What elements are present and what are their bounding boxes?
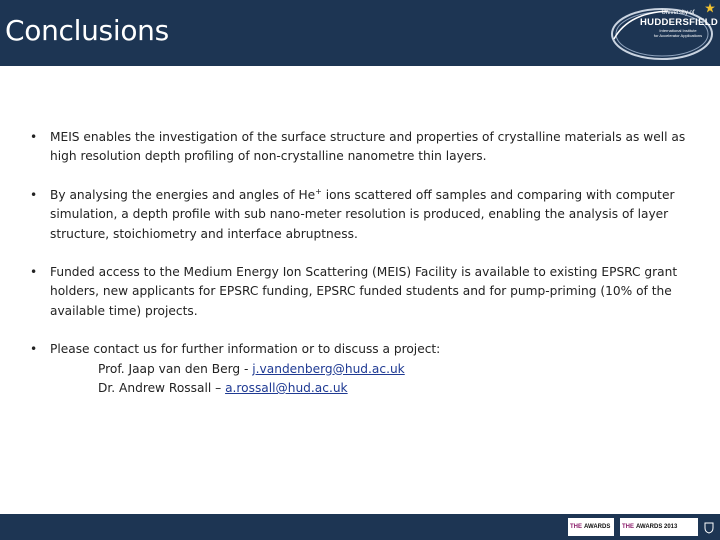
award-logo-2: THE AWARDS 2013 (620, 518, 698, 536)
contact-rossall (50, 379, 690, 398)
bullet-contact (30, 340, 690, 398)
bullet-text: Please contact us for further information or to discuss a project: (50, 342, 441, 357)
email-link-rossall[interactable]: a.rossall@hud.ac.uk (225, 381, 348, 396)
contact-berg (50, 360, 690, 379)
bullet-text: By analysing the energies and angles of He+ ions scattered off samples and comparing with computer simulation, a depth profile with sub nano-meter resolution is produced, enabling the analysis of layer structure, stoichiometry and interface abruptness. (50, 186, 675, 241)
logo-line-university: University of (661, 10, 695, 16)
bullet-dot: • (30, 130, 38, 144)
bullet-dot: • (30, 342, 38, 357)
bullet-funding (30, 263, 690, 321)
logo-line-institute: International Institute (659, 28, 697, 33)
footer-bar (0, 514, 720, 540)
award-logo-1: THE AWARDS (568, 518, 614, 536)
crest-icon (704, 522, 714, 534)
bullet-dot: • (30, 187, 38, 202)
bullet-dot: • (30, 265, 38, 280)
bullet-text: MEIS enables the investigation of the surface structure and properties of crystalline materials as well as high resolution depth profiling of non-crystalline nanometre thin layers. (50, 130, 686, 164)
bullet-meis (30, 128, 690, 167)
superscript-plus: + (315, 186, 322, 196)
bullet-list (30, 128, 690, 398)
email-link-berg[interactable]: j.vandenberg@hud.ac.uk (252, 361, 405, 376)
bullet-text: Funded access to the Medium Energy Ion Scattering (MEIS) Facility is available to existing EPSRC grant holders, new applicants for EPSRC funding, EPSRC funded students and for pump-priming (10% of the available time) projects. (50, 265, 678, 318)
bullet-analysis (30, 186, 690, 244)
header-bar (0, 0, 720, 66)
slide-title: Conclusions (5, 14, 169, 47)
university-logo (608, 3, 719, 63)
logo-line-institute-2: for Accelerator Applications (653, 33, 703, 38)
logo-line-huddersfield: HUDDERSFIELD (640, 17, 719, 28)
contact-name: Prof. Jaap van den Berg - (98, 361, 253, 376)
contact-name: Dr. Andrew Rossall – (98, 381, 226, 396)
